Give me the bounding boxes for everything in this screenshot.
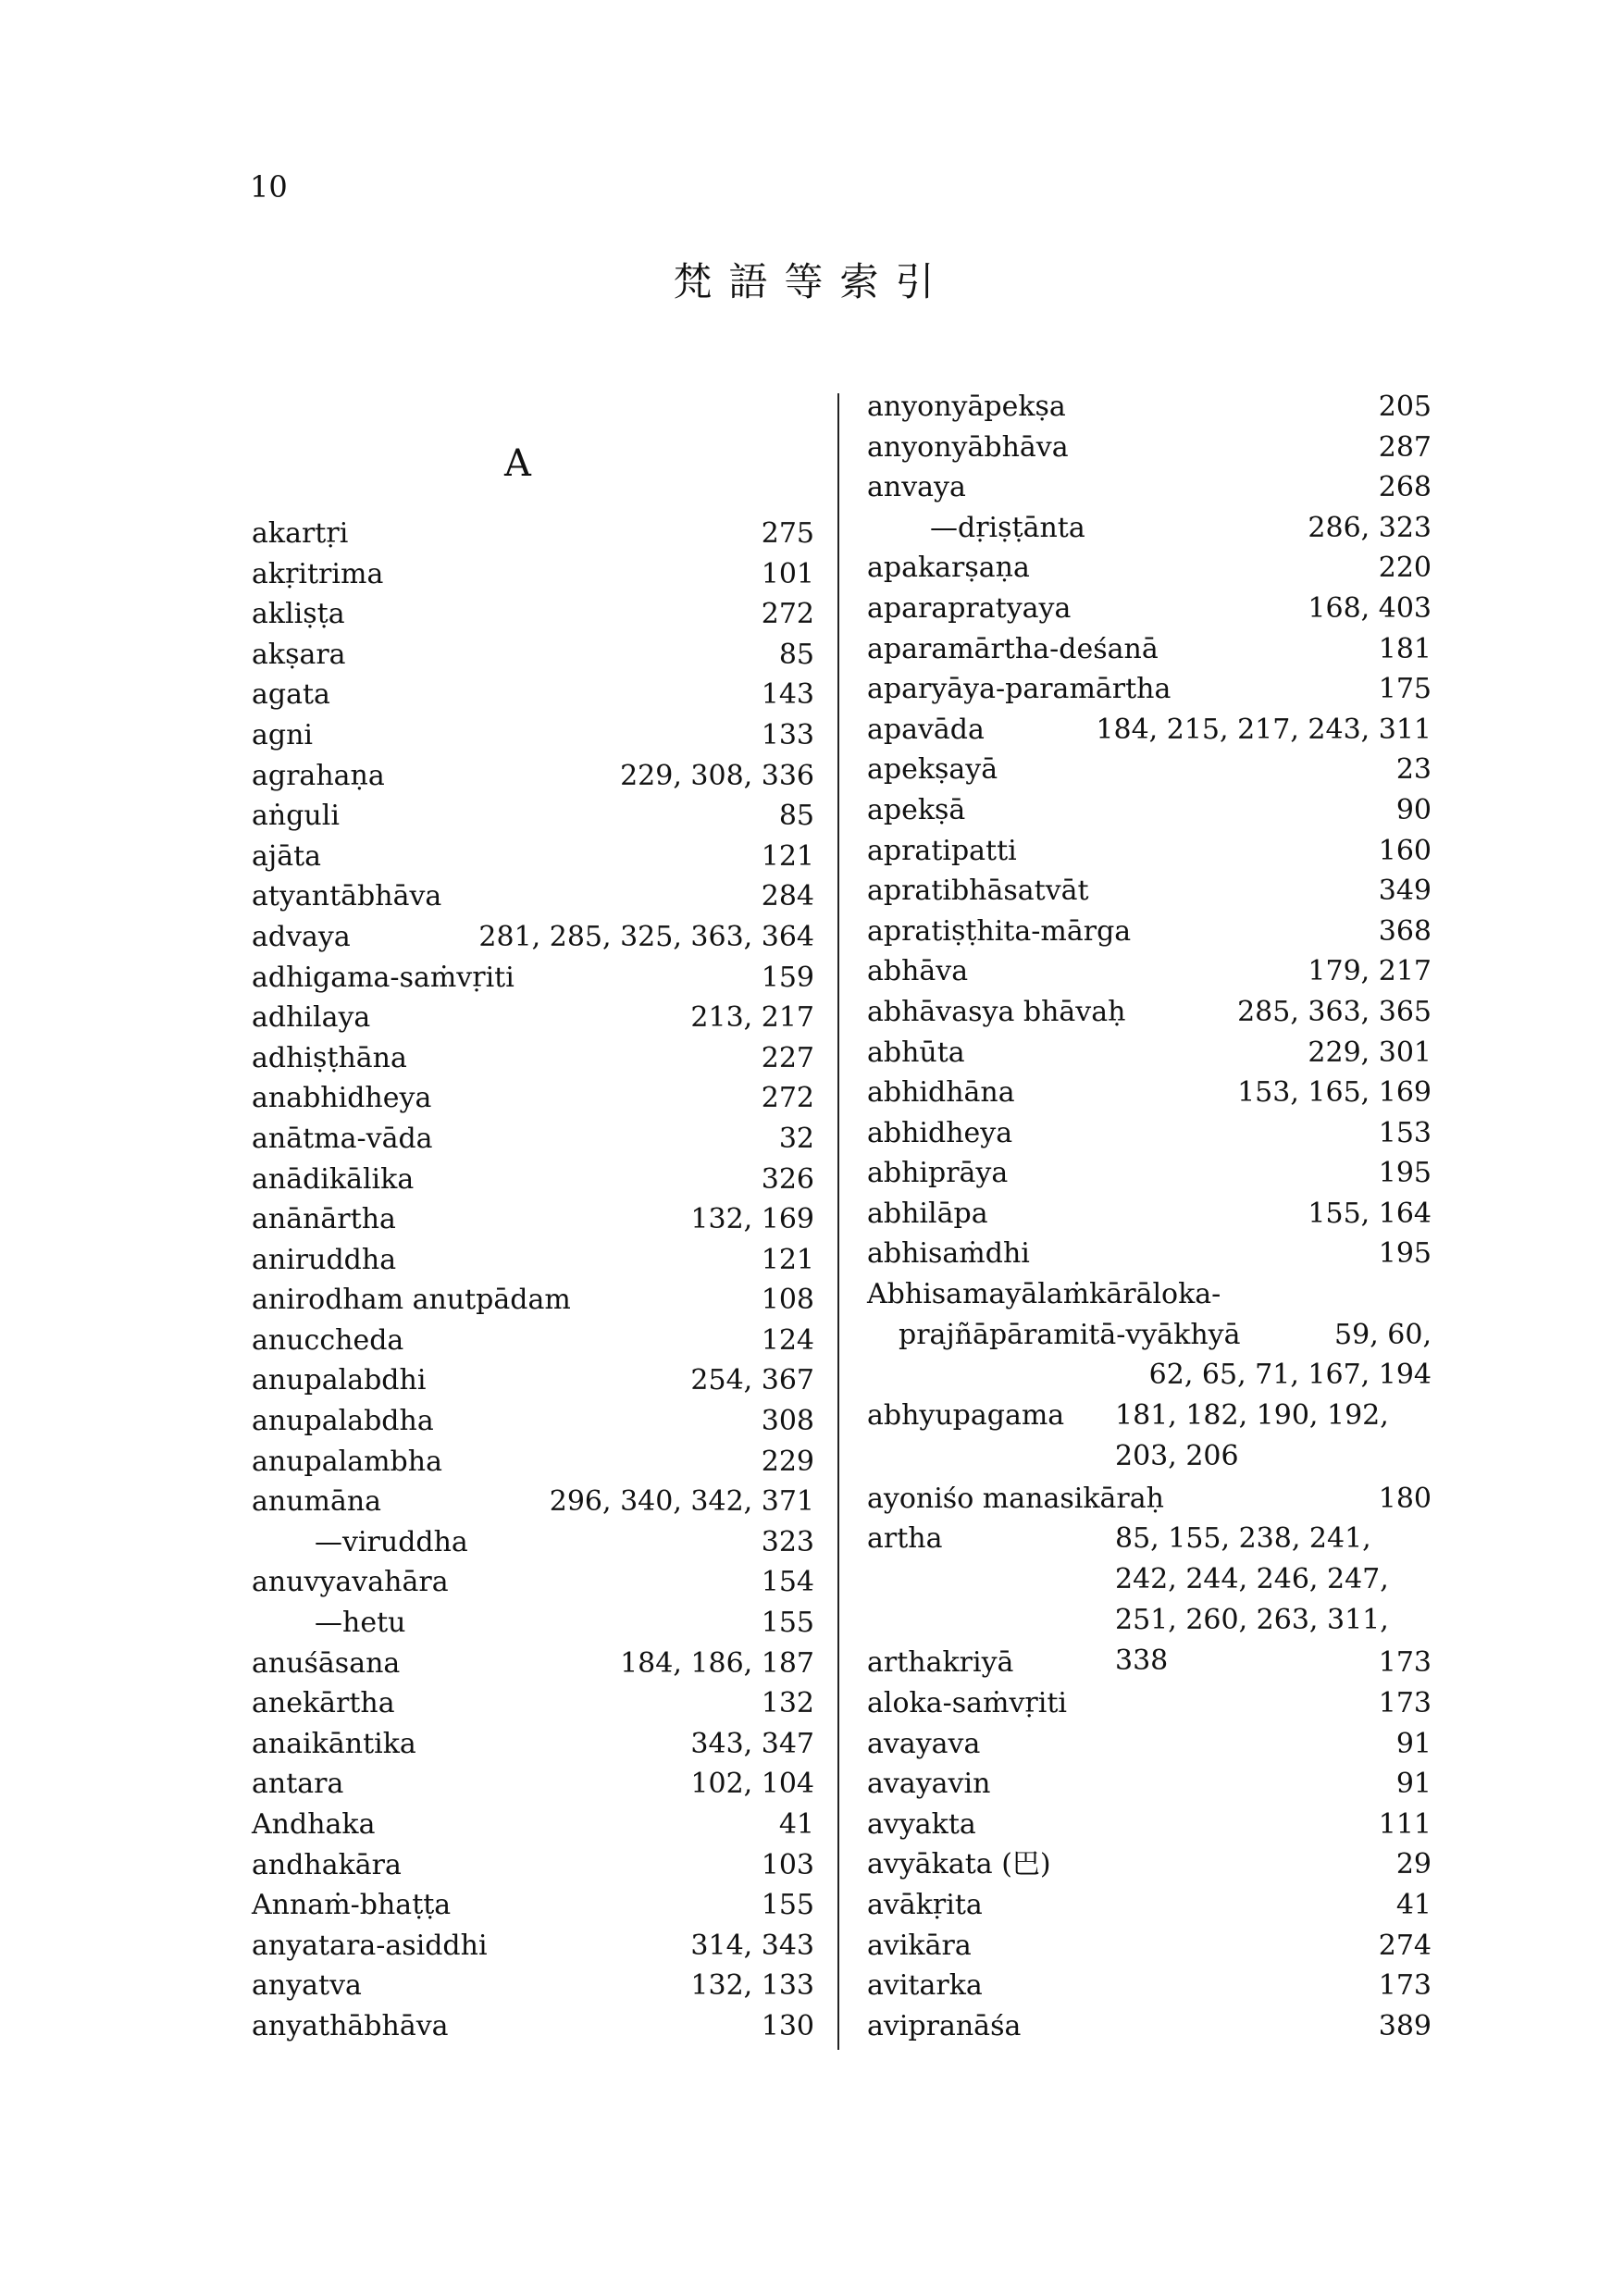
index-pages: 132	[761, 1687, 814, 1720]
index-term: —hetu	[315, 1607, 406, 1640]
index-pages: 59, 60,	[1334, 1318, 1432, 1351]
index-pages: 91	[1395, 1727, 1432, 1760]
index-pages: 154	[761, 1566, 814, 1599]
index-pages: 229, 308, 336	[620, 759, 814, 792]
index-pages: 254, 367	[690, 1364, 814, 1397]
section-letter: A	[504, 442, 531, 485]
index-pages: 23	[1395, 753, 1432, 787]
index-term: anumāna	[252, 1485, 382, 1519]
index-entry	[252, 2006, 814, 2047]
index-entry	[252, 715, 814, 756]
page-number: 10	[250, 169, 288, 205]
index-term: antara	[252, 1768, 344, 1801]
index-pages: 181	[1378, 632, 1432, 665]
index-entry	[867, 589, 1432, 629]
index-term: atyantābhāva	[252, 880, 442, 913]
index-pages: 205	[1378, 391, 1432, 423]
index-entry	[867, 1926, 1432, 1967]
index-entry	[252, 1644, 814, 1684]
index-pages: 349	[1378, 875, 1432, 908]
index-pages: 133	[761, 718, 814, 751]
index-term: anyathābhāva	[252, 2009, 449, 2042]
index-entry	[252, 1522, 814, 1563]
index-entry	[867, 1355, 1432, 1396]
index-pages: 308	[761, 1405, 814, 1438]
index-pages: 132, 133	[690, 1969, 814, 2003]
index-entry	[867, 508, 1432, 549]
index-entry	[252, 1199, 814, 1240]
index-entry	[867, 1683, 1432, 1724]
column-divider	[837, 393, 839, 2050]
index-term: abhyupagama	[867, 1398, 1065, 1432]
index-term: avayava	[867, 1727, 981, 1760]
index-pages: 184, 215, 217, 243, 311	[1096, 713, 1432, 746]
index-term: aparamārtha-deśanā	[867, 632, 1159, 665]
index-pages: 121	[761, 839, 814, 873]
index-pages: 41	[1395, 1889, 1432, 1921]
index-pages: 160	[1378, 834, 1432, 867]
index-pages: 368	[1378, 914, 1432, 948]
index-term: akartṛi	[252, 517, 349, 550]
index-term: apratiṣṭhita-mārga	[867, 914, 1132, 948]
index-pages: 153	[1378, 1116, 1432, 1149]
index-pages: 314, 343	[690, 1929, 814, 1962]
index-entry	[867, 1724, 1432, 1765]
index-term: anupalambha	[252, 1445, 442, 1478]
index-term: akliṣṭa	[252, 598, 345, 631]
index-entry	[252, 1926, 814, 1967]
index-entry	[252, 1482, 814, 1522]
index-pages: 272	[761, 598, 814, 631]
index-term: abhūta	[867, 1036, 965, 1069]
index-term: anupalabdha	[252, 1405, 434, 1438]
index-pages: 173	[1378, 1646, 1432, 1680]
index-entry	[252, 1280, 814, 1321]
index-term: aniruddha	[252, 1243, 397, 1276]
index-entry	[252, 514, 814, 554]
index-entry	[867, 1073, 1432, 1113]
index-entry	[252, 796, 814, 837]
index-term: anādikālika	[252, 1162, 415, 1196]
index-term: abhāvasya bhāvaḥ	[867, 995, 1126, 1028]
index-term: avyākata (巴)	[867, 1848, 1051, 1881]
index-entry	[867, 629, 1432, 670]
index-entry	[252, 917, 814, 958]
index-entry	[252, 1805, 814, 1845]
index-entry	[867, 992, 1432, 1033]
index-pages: 275	[761, 517, 814, 550]
index-term: avikāra	[867, 1929, 972, 1962]
index-entry	[867, 1194, 1432, 1235]
index-pages: 220	[1378, 552, 1432, 585]
index-term: apakarṣaṇa	[867, 552, 1030, 585]
index-entry	[252, 837, 814, 877]
index-pages: 389	[1378, 2009, 1432, 2042]
index-entry	[252, 1038, 814, 1079]
index-pages: 101	[761, 557, 814, 590]
index-term: arthakriyā	[867, 1646, 1014, 1680]
index-entry	[867, 1153, 1432, 1194]
index-entry	[867, 1805, 1432, 1845]
index-entry	[867, 710, 1432, 751]
index-pages: 285, 363, 365	[1237, 995, 1432, 1028]
index-term: avyakta	[867, 1807, 976, 1841]
index-pages: 130	[761, 2009, 814, 2042]
index-entry	[867, 871, 1432, 912]
index-entry	[252, 1160, 814, 1200]
index-term: apekṣayā	[867, 753, 998, 787]
index-term: anirodham anutpādam	[252, 1284, 571, 1317]
index-pages: 103	[761, 1848, 814, 1881]
index-term: prajñāpāramitā-vyākhyā	[899, 1318, 1241, 1351]
index-pages: 229, 301	[1308, 1036, 1432, 1069]
index-pages: 180	[1378, 1482, 1432, 1515]
index-pages: 184, 186, 187	[620, 1646, 814, 1680]
index-pages: 326	[761, 1162, 814, 1196]
index-term: aparyāya-paramārtha	[867, 673, 1172, 706]
index-term: anvaya	[867, 471, 966, 504]
index-term: ajāta	[252, 839, 322, 873]
index-entry	[252, 1240, 814, 1281]
index-term: aparapratyaya	[867, 591, 1072, 625]
index-pages: 41	[778, 1808, 814, 1841]
index-term: abhidheya	[867, 1116, 1013, 1149]
index-pages: 85	[778, 800, 814, 833]
index-pages: 153, 165, 169	[1237, 1076, 1432, 1110]
index-pages: 32	[778, 1122, 814, 1155]
index-entry	[867, 1764, 1432, 1805]
index-entry	[867, 1234, 1432, 1274]
index-term: anānārtha	[252, 1203, 396, 1236]
index-entry	[252, 675, 814, 715]
index-entry	[867, 1844, 1432, 1885]
index-term: anekārtha	[252, 1687, 395, 1720]
index-entry	[252, 1321, 814, 1361]
index-entry	[867, 1033, 1432, 1074]
index-term: artha	[867, 1522, 943, 1556]
index-term: avipranāśa	[867, 2009, 1022, 2042]
index-pages: 155	[761, 1889, 814, 1922]
index-term: Annaṁ-bhaṭṭa	[252, 1889, 452, 1922]
index-entry	[867, 387, 1432, 428]
index-entry	[252, 594, 814, 635]
index-entry	[252, 1885, 814, 1926]
index-pages: 85, 155, 238, 241, 242, 244, 246, 247, 251, 260, 263, 311, 338	[1115, 1522, 1389, 1678]
index-term: advaya	[252, 920, 351, 953]
index-pages: 173	[1378, 1969, 1432, 2003]
index-pages: 175	[1378, 673, 1432, 706]
index-entry	[867, 1315, 1432, 1356]
index-entry	[252, 1845, 814, 1886]
index-term: akṛitrima	[252, 557, 384, 590]
index-entry	[867, 1396, 1432, 1479]
index-term: anuvyavahāra	[252, 1566, 449, 1599]
index-term: —dṛiṣṭānta	[930, 511, 1085, 544]
index-term: adhilaya	[252, 1001, 371, 1035]
index-term: anātma-vāda	[252, 1122, 433, 1155]
index-term: Andhaka	[252, 1808, 376, 1841]
index-term: anyatara-asiddhi	[252, 1929, 488, 1962]
index-term: abhāva	[867, 955, 969, 988]
index-term: avitarka	[867, 1969, 983, 2003]
index-entry	[867, 467, 1432, 508]
index-term: agni	[252, 718, 314, 751]
right-column	[867, 387, 1432, 2046]
index-entry	[867, 750, 1432, 790]
index-pages: 173	[1378, 1687, 1432, 1720]
index-pages: 272	[761, 1082, 814, 1115]
index-entry	[867, 1643, 1432, 1683]
index-pages: 181, 182, 190, 192, 203, 206	[1115, 1398, 1389, 1472]
index-term: apratipatti	[867, 834, 1017, 867]
index-term: Abhisamayālaṁkārāloka-	[867, 1278, 1221, 1311]
index-entry	[867, 1479, 1432, 1520]
index-pages: 168, 403	[1308, 591, 1432, 625]
index-term: adhiṣṭhāna	[252, 1041, 407, 1074]
index-term: apekṣā	[867, 793, 966, 826]
index-pages: 274	[1378, 1929, 1432, 1962]
index-pages: 229	[761, 1445, 814, 1478]
index-pages: 343, 347	[690, 1727, 814, 1760]
index-entry	[867, 2006, 1432, 2047]
index-pages: 286, 323	[1308, 511, 1432, 544]
index-entry	[867, 428, 1432, 468]
index-pages: 227	[761, 1041, 814, 1074]
index-entry	[252, 1603, 814, 1644]
index-entry	[252, 1764, 814, 1805]
index-entry	[252, 998, 814, 1038]
index-entry	[867, 790, 1432, 831]
index-entry	[252, 1562, 814, 1603]
index-term: apratibhāsatvāt	[867, 875, 1089, 908]
index-pages: 268	[1378, 471, 1432, 504]
index-entry	[252, 958, 814, 999]
index-term: anuccheda	[252, 1323, 404, 1357]
index-pages: 287	[1378, 430, 1432, 464]
index-entry	[252, 1442, 814, 1483]
index-pages: 195	[1378, 1237, 1432, 1271]
index-term: akṣara	[252, 638, 346, 671]
index-pages: 284	[761, 880, 814, 913]
index-term: abhisaṁdhi	[867, 1237, 1030, 1271]
index-pages: 155	[761, 1607, 814, 1640]
index-term: anabhidheya	[252, 1082, 432, 1115]
index-pages: 213, 217	[690, 1001, 814, 1035]
index-pages: 155, 164	[1308, 1197, 1432, 1230]
index-entry	[252, 635, 814, 676]
index-entry	[252, 1724, 814, 1765]
index-pages: 195	[1378, 1157, 1432, 1190]
index-pages: 296, 340, 342, 371	[549, 1485, 814, 1519]
index-entry	[252, 1360, 814, 1401]
index-entry	[252, 1078, 814, 1119]
index-term: abhilāpa	[867, 1197, 988, 1230]
index-pages: 143	[761, 678, 814, 712]
page-title: 梵語等索引	[673, 259, 951, 304]
index-term: ayoniśo manasikāraḥ	[867, 1482, 1164, 1515]
index-pages: 179, 217	[1308, 955, 1432, 988]
index-pages: 124	[761, 1323, 814, 1357]
index-term: andhakāra	[252, 1848, 402, 1881]
index-pages: 159	[761, 961, 814, 994]
index-entry	[252, 554, 814, 595]
index-term: anaikāntika	[252, 1727, 416, 1760]
index-entry	[252, 1119, 814, 1160]
index-entry	[867, 1274, 1432, 1315]
index-entry	[867, 912, 1432, 952]
index-entry	[867, 669, 1432, 710]
index-pages: 90	[1395, 793, 1432, 826]
index-entry	[867, 831, 1432, 872]
index-entry	[867, 1113, 1432, 1154]
index-term: anyonyāpekṣa	[867, 391, 1066, 423]
index-term: aṅguli	[252, 800, 340, 833]
index-term: avayavin	[867, 1768, 991, 1801]
index-term: —viruddha	[315, 1525, 468, 1558]
index-entry	[252, 876, 814, 917]
index-pages: 29	[1395, 1848, 1432, 1881]
index-entry	[252, 1966, 814, 2006]
index-entry	[252, 1683, 814, 1724]
index-pages: 91	[1395, 1768, 1432, 1801]
index-term: apavāda	[867, 713, 985, 746]
index-pages: 132, 169	[690, 1203, 814, 1236]
index-pages: 108	[761, 1284, 814, 1317]
index-term: anyatva	[252, 1969, 362, 2003]
index-term: agrahaṇa	[252, 759, 385, 792]
index-term: anuśāsana	[252, 1646, 401, 1680]
index-term: anupalabdhi	[252, 1364, 427, 1397]
index-entry	[867, 1966, 1432, 2006]
index-term: agata	[252, 678, 330, 712]
index-term: aloka-saṁvṛiti	[867, 1687, 1068, 1720]
index-entry	[867, 548, 1432, 589]
index-pages: 102, 104	[690, 1768, 814, 1801]
left-column	[252, 514, 814, 2047]
index-term: avākṛita	[867, 1889, 983, 1921]
index-pages: 323	[761, 1525, 814, 1558]
index-pages: 111	[1378, 1807, 1432, 1841]
index-term: anyonyābhāva	[867, 430, 1069, 464]
index-entry	[867, 951, 1432, 992]
index-entry	[252, 756, 814, 797]
index-term: abhiprāya	[867, 1157, 1009, 1190]
index-entry	[252, 1401, 814, 1442]
index-pages: 281, 285, 325, 363, 364	[478, 920, 814, 953]
index-term: adhigama-saṁvṛiti	[252, 961, 514, 994]
index-pages: 121	[761, 1243, 814, 1276]
index-entry	[867, 1885, 1432, 1926]
index-pages: 62, 65, 71, 167, 194	[1148, 1359, 1432, 1392]
index-pages: 85	[778, 638, 814, 671]
index-term: abhidhāna	[867, 1076, 1015, 1110]
